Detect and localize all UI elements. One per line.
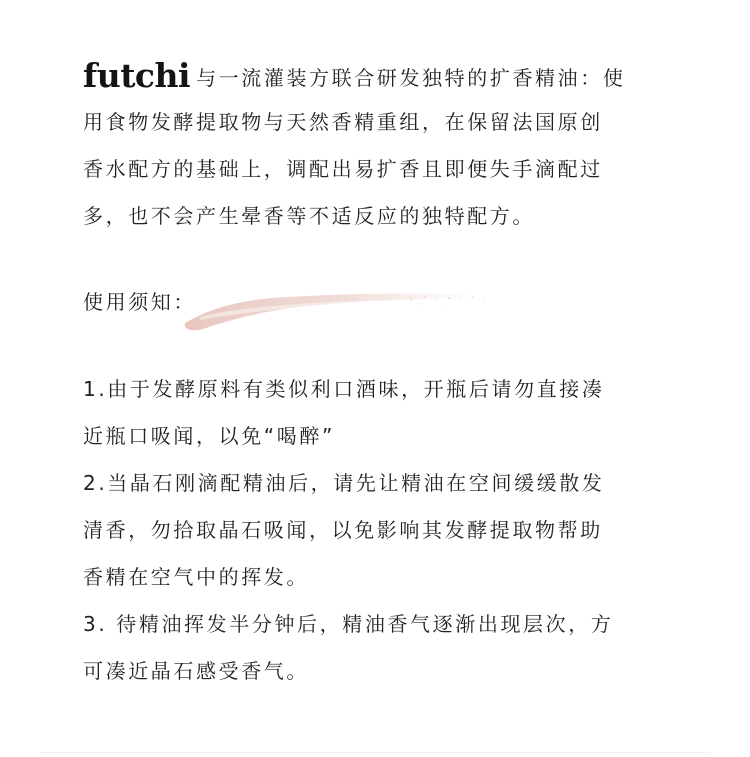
note-line: 可凑近晶石感受香气。 xyxy=(83,659,309,683)
usage-notes xyxy=(83,366,673,695)
brand-logo: futchi xyxy=(83,56,191,95)
intro-line-text: 与一流灌装方联合研发独特的扩香精油：使 xyxy=(196,66,626,90)
intro-line: 香水配方的基础上，调配出易扩香且即便失手滴配过 xyxy=(83,157,603,181)
intro-line xyxy=(83,52,673,99)
note-line: 近瓶口吸闻，以免“喝醉” xyxy=(83,424,335,448)
note-line: 香精在空气中的挥发。 xyxy=(83,565,309,589)
intro-line: 用食物发酵提取物与天然香精重组，在保留法国原创 xyxy=(83,110,603,134)
note-line: 2.当晶石刚滴配精油后，请先让精油在空间缓缓散发 xyxy=(83,471,605,495)
product-description xyxy=(83,52,673,695)
notice-heading-block xyxy=(83,279,673,326)
note-line: 3. 待精油挥发半分钟后，精油香气逐渐出现层次，方 xyxy=(83,612,614,636)
bottom-divider xyxy=(40,752,710,753)
intro-paragraph xyxy=(83,52,673,240)
note-line: 清香，勿拾取晶石吸闻，以免影响其发酵提取物帮助 xyxy=(83,518,603,542)
intro-line: 多，也不会产生晕香等不适反应的独特配方。 xyxy=(83,204,535,228)
notice-title: 使用须知： xyxy=(83,290,196,314)
note-line: 1.由于发酵原料有类似利口酒味，开瓶后请勿直接凑 xyxy=(83,377,605,401)
